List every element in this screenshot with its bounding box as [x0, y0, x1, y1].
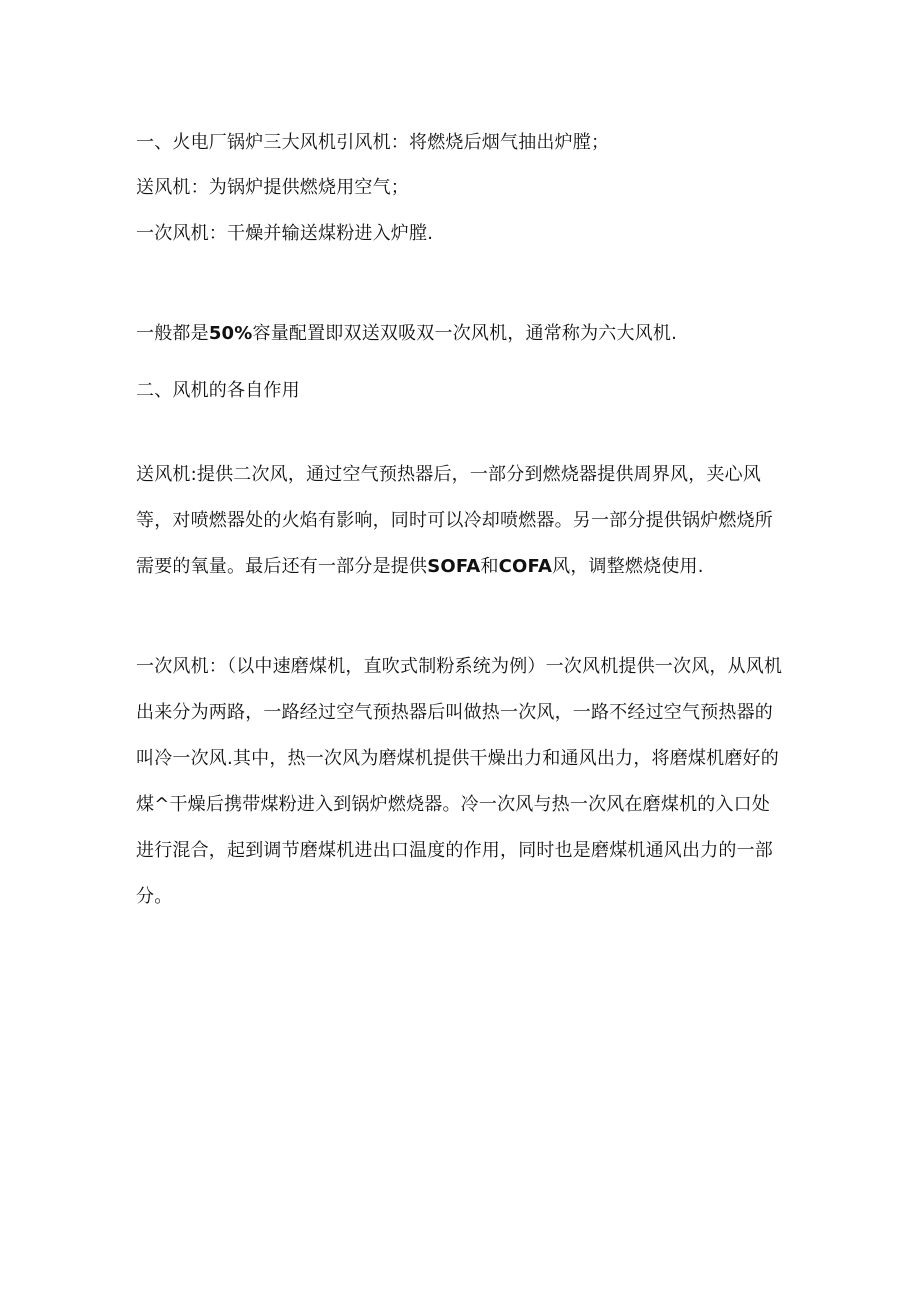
- paragraph-configuration: [136, 318, 786, 349]
- paragraph-intro: 一、火电厂锅炉三大风机引风机：将燃烧后烟气抽出炉膛；: [136, 132, 610, 153]
- paragraph-forced-draft-fan: 送风机：为锅炉提供燃烧用空气；: [136, 177, 409, 198]
- fd-text-c: 和: [480, 556, 499, 577]
- config-text-pre: 一般都是: [136, 323, 209, 344]
- fd-text-d: 风，调整燃烧使用.: [552, 556, 704, 577]
- fd-cofa: COFA: [498, 556, 553, 577]
- paragraph-primary-air-details: 一次风机：（以中速磨煤机，直吹式制粉系统为例）一次风机提供一次风，从风机出来分为两路，一路经过空气预热器后叫做热一次风，一路不经过空气预热器的叫冷一次风.其中，热一次风为磨煤机提供干燥出力和通风出力，将磨煤机磨好的煤^干燥后携带煤粉进入到锅炉燃烧器。冷一次风与热一次风在磨煤机的入口处进行混合，起到调节磨煤机进出口温度的作用，同时也是磨煤机通风出力的一部分。: [136, 656, 783, 907]
- paragraph-forced-draft-details: [136, 452, 786, 590]
- config-percentage: 50%: [208, 323, 253, 344]
- section-heading-fan-functions: 二、风机的各自作用: [136, 380, 300, 401]
- fd-text-a: 送风机:提供二次风，通过空气预热器后，一部分到燃烧器提供周界风，夹心风等，对喷燃器处的火焰有影响，同时可以冷却喷燃器。另一部分提供锅炉燃烧所需要的氧量。最后还有一部分是提供: [136, 464, 773, 577]
- paragraph-primary-air-fan: 一次风机：干燥并输送煤粉进入炉膛.: [136, 223, 434, 244]
- config-text-post: 容量配置即双送双吸双一次风机，通常称为六大风机.: [252, 323, 678, 344]
- fd-sofa: SOFA: [427, 556, 481, 577]
